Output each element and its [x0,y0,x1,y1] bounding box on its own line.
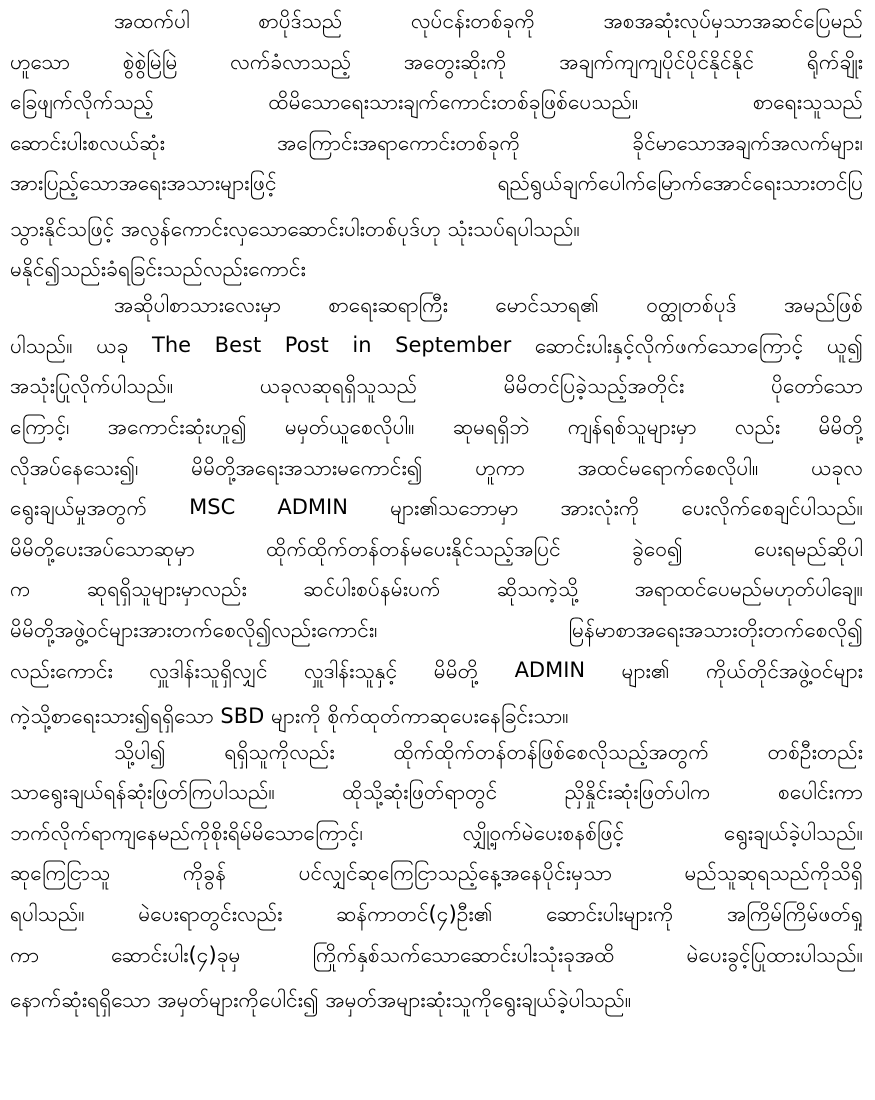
line-text: ဟူသော စွဲစွဲမြဲမြဲ လက်ခံလာသည့် အတွေးဆိုးကို အချက်ကျကျပိုင်ပိုင်နိုင်နိုင် ရိုက်ချိုး [10,49,863,74]
document-body [10,0,863,1023]
paragraph [10,8,863,252]
line-text: နောက်ဆုံးရရှိသော အမှတ်များကိုပေါင်း၍ အမှတ်အများဆုံးသူကိုရွေးချယ်ခဲ့ပါသည်။ [10,988,632,1013]
text-line [10,576,863,617]
text-line [10,942,863,983]
text-line [10,698,863,739]
line-text: က ဆုရရှိသူများမှာလည်း ဆင်ပါးစပ်နမ်းပက် ဆိုသကဲ့သို့ အရာထင်ပေမည်မဟုတ်ပါချေ။ [10,577,863,602]
text-line [10,414,863,455]
text-line [10,49,863,90]
text-line [10,617,863,658]
text-line [10,495,863,536]
text-line [10,455,863,496]
line-text: မိမိတို့ပေးအပ်သောဆုမှာ ထိုက်ထိုက်တန်တန်မပေးနိုင်သည့်အပြင် ခွဲဝေ၍ ပေးရမည်ဆိုပါ [10,536,863,561]
text-line [10,658,863,699]
text-line [10,333,863,374]
text-line [10,8,863,49]
line-text: သာရွေးချယ်ရန်ဆုံးဖြတ်ကြပါသည်။ ထိုသို့ဆုံးဖြတ်ရာတွင် ညှိနှိုင်းဆုံးဖြတ်ပါက စပေါင်းကာ [10,780,863,805]
text-line [10,130,863,171]
text-line [10,292,863,333]
line-text: ရွေးချယ်မှုအတွက် MSC ADMIN များ၏သဘောမှာ အားလုံးကို ပေးလိုက်စေချင်ပါသည်။ [10,495,863,521]
line-text: ကြောင့်၊ အကောင်းဆုံးဟူ၍ မမှတ်ယူစေလိုပါ။ ဆုမရရှိဘဲ ကျန်ရစ်သူများမှာ လည်း မိမိတို့ [10,414,863,439]
text-line [10,901,863,942]
line-text: အသုံးပြုလိုက်ပါသည်။ ယခုလဆုရရှိသူသည် မိမိတင်ပြခဲ့သည့်အတိုင်း ပိုတော်သော [10,374,863,399]
text-line [10,373,863,414]
text-line [10,820,863,861]
line-text: လည်းကောင်း လှူဒါန်းသူရှိလျှင် လှူဒါန်းသူနှင့် မိမိတို့ ADMIN များ၏ ကိုယ်တိုင်အဖွဲ့ဝင်များ [10,657,863,683]
paragraph [10,292,863,739]
text-line [10,89,863,130]
text-line [10,860,863,901]
line-text: ခြေဖျက်လိုက်သည့် ထိမိသောရေးသားချက်ကောင်းတစ်ခုဖြစ်ပေသည်။ စာရေးသူသည် [10,90,863,115]
text-line [10,252,863,293]
text-line [10,739,863,780]
line-text: လိုအပ်နေသေး၍၊ မိမိတို့အရေးအသားမကောင်း၍ ဟူကာ အထင်မရောက်စေလိုပါ။ ယခုလ [10,455,863,480]
text-line [10,536,863,577]
line-text: ဆုကြေငြာသူ ကိုခွန် ပင်လျှင်ဆုကြေငြာသည့်နေ့အနေပိုင်းမှသာ မည်သူဆုရသည်ကိုသိရှိ [10,861,863,886]
paragraph [10,252,863,293]
line-text: အားပြည့်သောအရေးအသားများဖြင့် ရည်ရွယ်ချက်ပေါက်မြောက်အောင်ရေးသားတင်ပြ [10,171,863,196]
paragraph [10,739,863,1023]
line-text: ကာ ဆောင်းပါး(၄)ခုမှ ကြိုက်နှစ်သက်သောဆောင်းပါးသုံးခုအထိ မဲပေးခွင့်ပြုထားပါသည်။ [10,942,863,967]
line-text: သွားနိုင်သဖြင့် အလွန်ကောင်းလှသောဆောင်းပါးတစ်ပုဒ်ဟု သုံးသပ်ရပါသည်။ [10,216,580,241]
line-text: ဆောင်းပါးစလယ်ဆုံး အကြောင်းအရာကောင်းတစ်ခုကို ခိုင်မာသောအချက်အလက်များ၊ [10,130,863,155]
text-line [10,779,863,820]
line-text: အထက်ပါ စာပိုဒ်သည် လုပ်ငန်းတစ်ခုကို အစအဆုံးလုပ်မှသာအဆင်ပြေမည် [114,9,863,33]
line-text: အဆိုပါစာသားလေးမှာ စာရေးဆရာကြီး မောင်သာရ၏ ဝတ္ထုတစ်ပုဒ် အမည်ဖြစ် [114,293,863,318]
line-text: သို့ပါ၍ ရရှိသူကိုလည်း ထိုက်ထိုက်တန်တန်ဖြစ်စေလိုသည့်အတွက် တစ်ဦးတည်း [114,739,863,764]
text-line [10,170,863,211]
line-text: ရပါသည်။ မဲပေးရာတွင်းလည်း ဆန်ကာတင်(၄)ဦး၏ ဆောင်းပါးများကို အကြိမ်ကြိမ်ဖတ်ရှု [10,902,863,927]
line-text: ပါသည်။ ယခု The Best Post in September ဆောင်းပါးနှင့်လိုက်ဖက်သောကြောင့် ယူ၍ [10,332,863,358]
line-text: ဘက်လိုက်ရာကျနေမည်ကိုစိုးရိမ်မိသောကြောင့်၊ လျှို့ဝှက်မဲပေးစနစ်ဖြင့် ရွေးချယ်ခဲ့ပါသည်။ [10,820,863,845]
line-text: ကဲ့သို့စာရေးသား၍ရရှိသော SBD များကို စိုက်ထုတ်ကာဆုပေးနေခြင်းသာ။ [10,703,569,728]
text-line [10,211,863,252]
text-line [10,982,863,1023]
line-text: မိမိတို့အဖွဲ့ဝင်များအားတက်စေလို၍လည်းကောင်း၊ မြန်မာစာအရေးအသားတိုးတက်စေလို၍ [10,617,863,642]
line-text: မနိုင်၍သည်းခံရခြင်းသည်လည်းကောင်း [10,257,306,282]
